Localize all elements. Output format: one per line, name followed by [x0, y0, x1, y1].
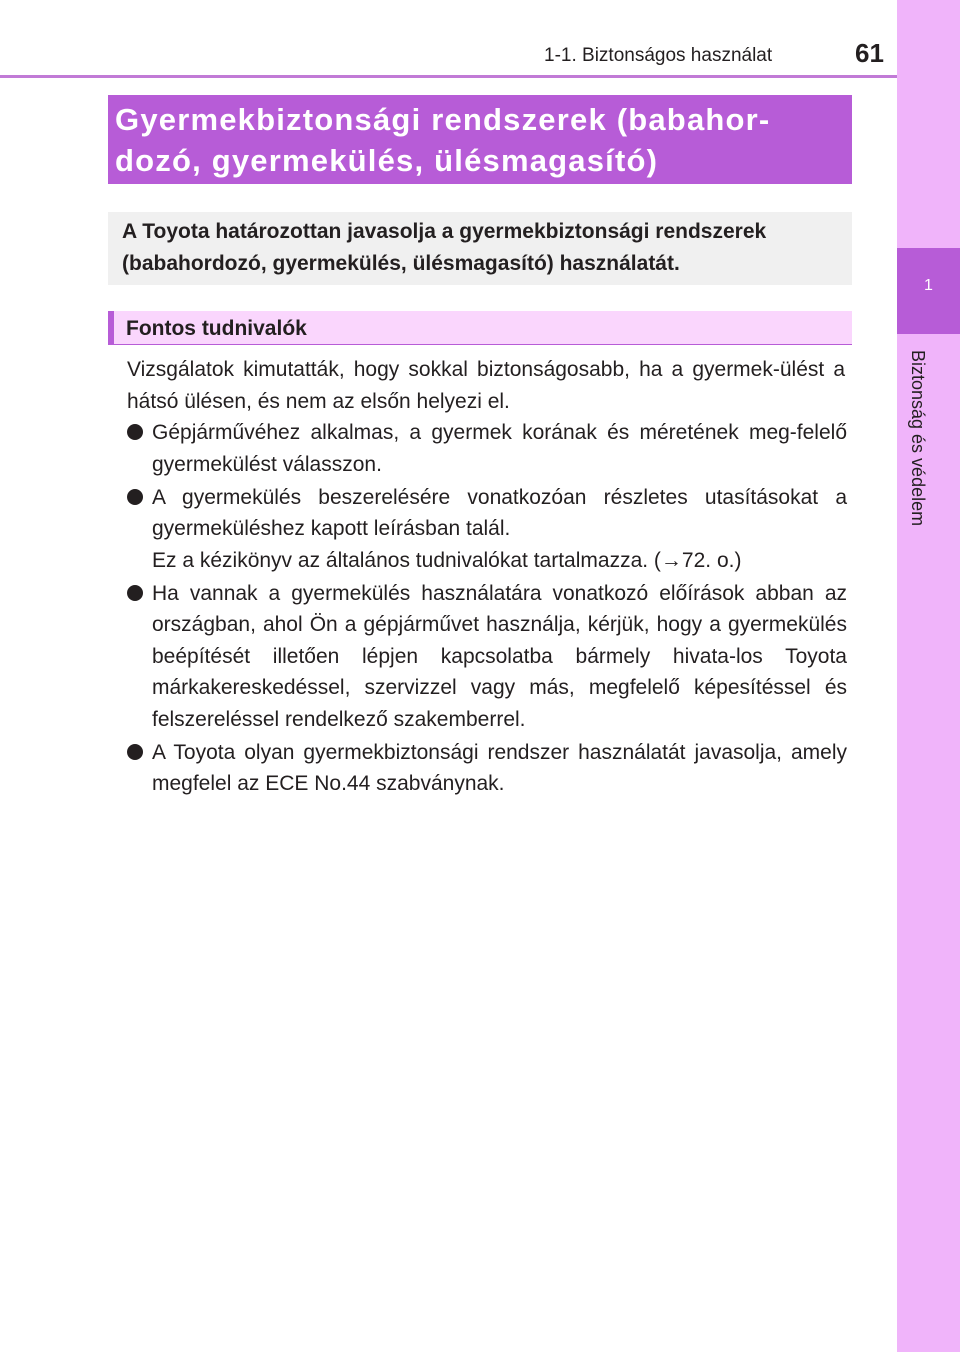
- bullet-icon: [127, 585, 143, 601]
- list-item: [127, 482, 847, 577]
- bullet-text: A gyermekülés beszerelésére vonatkozóan részletes utasításokat a gyermeküléshez kapott leírásban talál.: [152, 485, 847, 540]
- page-title-line-1: Gyermekbiztonsági rendszerek (babahor-: [115, 102, 771, 137]
- chapter-label: Biztonság és védelem: [908, 350, 928, 527]
- list-item: [127, 417, 847, 480]
- chapter-number: 1: [924, 277, 933, 294]
- bullet-icon: [127, 744, 143, 760]
- intro-text: A Toyota határozottan javasolja a gyermekbiztonsági rendszerek (babahordozó, gyermekülés, ülésmagasító) használatát.: [122, 220, 767, 275]
- bullet-list: [127, 417, 847, 801]
- list-item: [127, 578, 847, 736]
- bullet-text: Gépjárművéhez alkalmas, a gyermek korának és méretének meg-felelő gyermekülést válasszon.: [152, 421, 847, 476]
- page-title-line-2: dozó, gyermekülés, ülésmagasító): [115, 143, 659, 178]
- bullet-icon: [127, 489, 143, 505]
- chapter-side-tab: [897, 0, 960, 1352]
- bullet-icon: [127, 424, 143, 440]
- bullet-reference-note: Ez a kézikönyv az általános tudnivalókat tartalmazza. (→72. o.): [152, 548, 742, 572]
- intro-paragraph: Vizsgálatok kimutatták, hogy sokkal biztonságosabb, ha a gyermek-ülést a hátsó ülésen, és nem az elsőn helyezi el.: [127, 358, 845, 413]
- bullet-text: Ha vannak a gyermekülés használatára vonatkozó előírások abban az országban, ahol Ön a gépjárművet használja, kérjük, hogy a gyermekülés beépítését illetően lépjen kapcsolatba bármely hivata-los Toyota márkakereskedéssel, szervizzel vagy más, megfelelő képesítéssel és felszereléssel rendelkező szakemberrel.: [152, 581, 847, 731]
- section-heading: Fontos tudnivalók: [126, 317, 307, 340]
- page-number: 61: [855, 38, 884, 68]
- page-title: [115, 99, 835, 181]
- list-item: [127, 737, 847, 800]
- header-rule: [0, 75, 897, 78]
- header-section-title: 1-1. Biztonságos használat: [544, 45, 773, 66]
- bullet-text: A Toyota olyan gyermekbiztonsági rendszer használatát javasolja, amely megfelel az ECE No.44 szabványnak.: [152, 740, 847, 795]
